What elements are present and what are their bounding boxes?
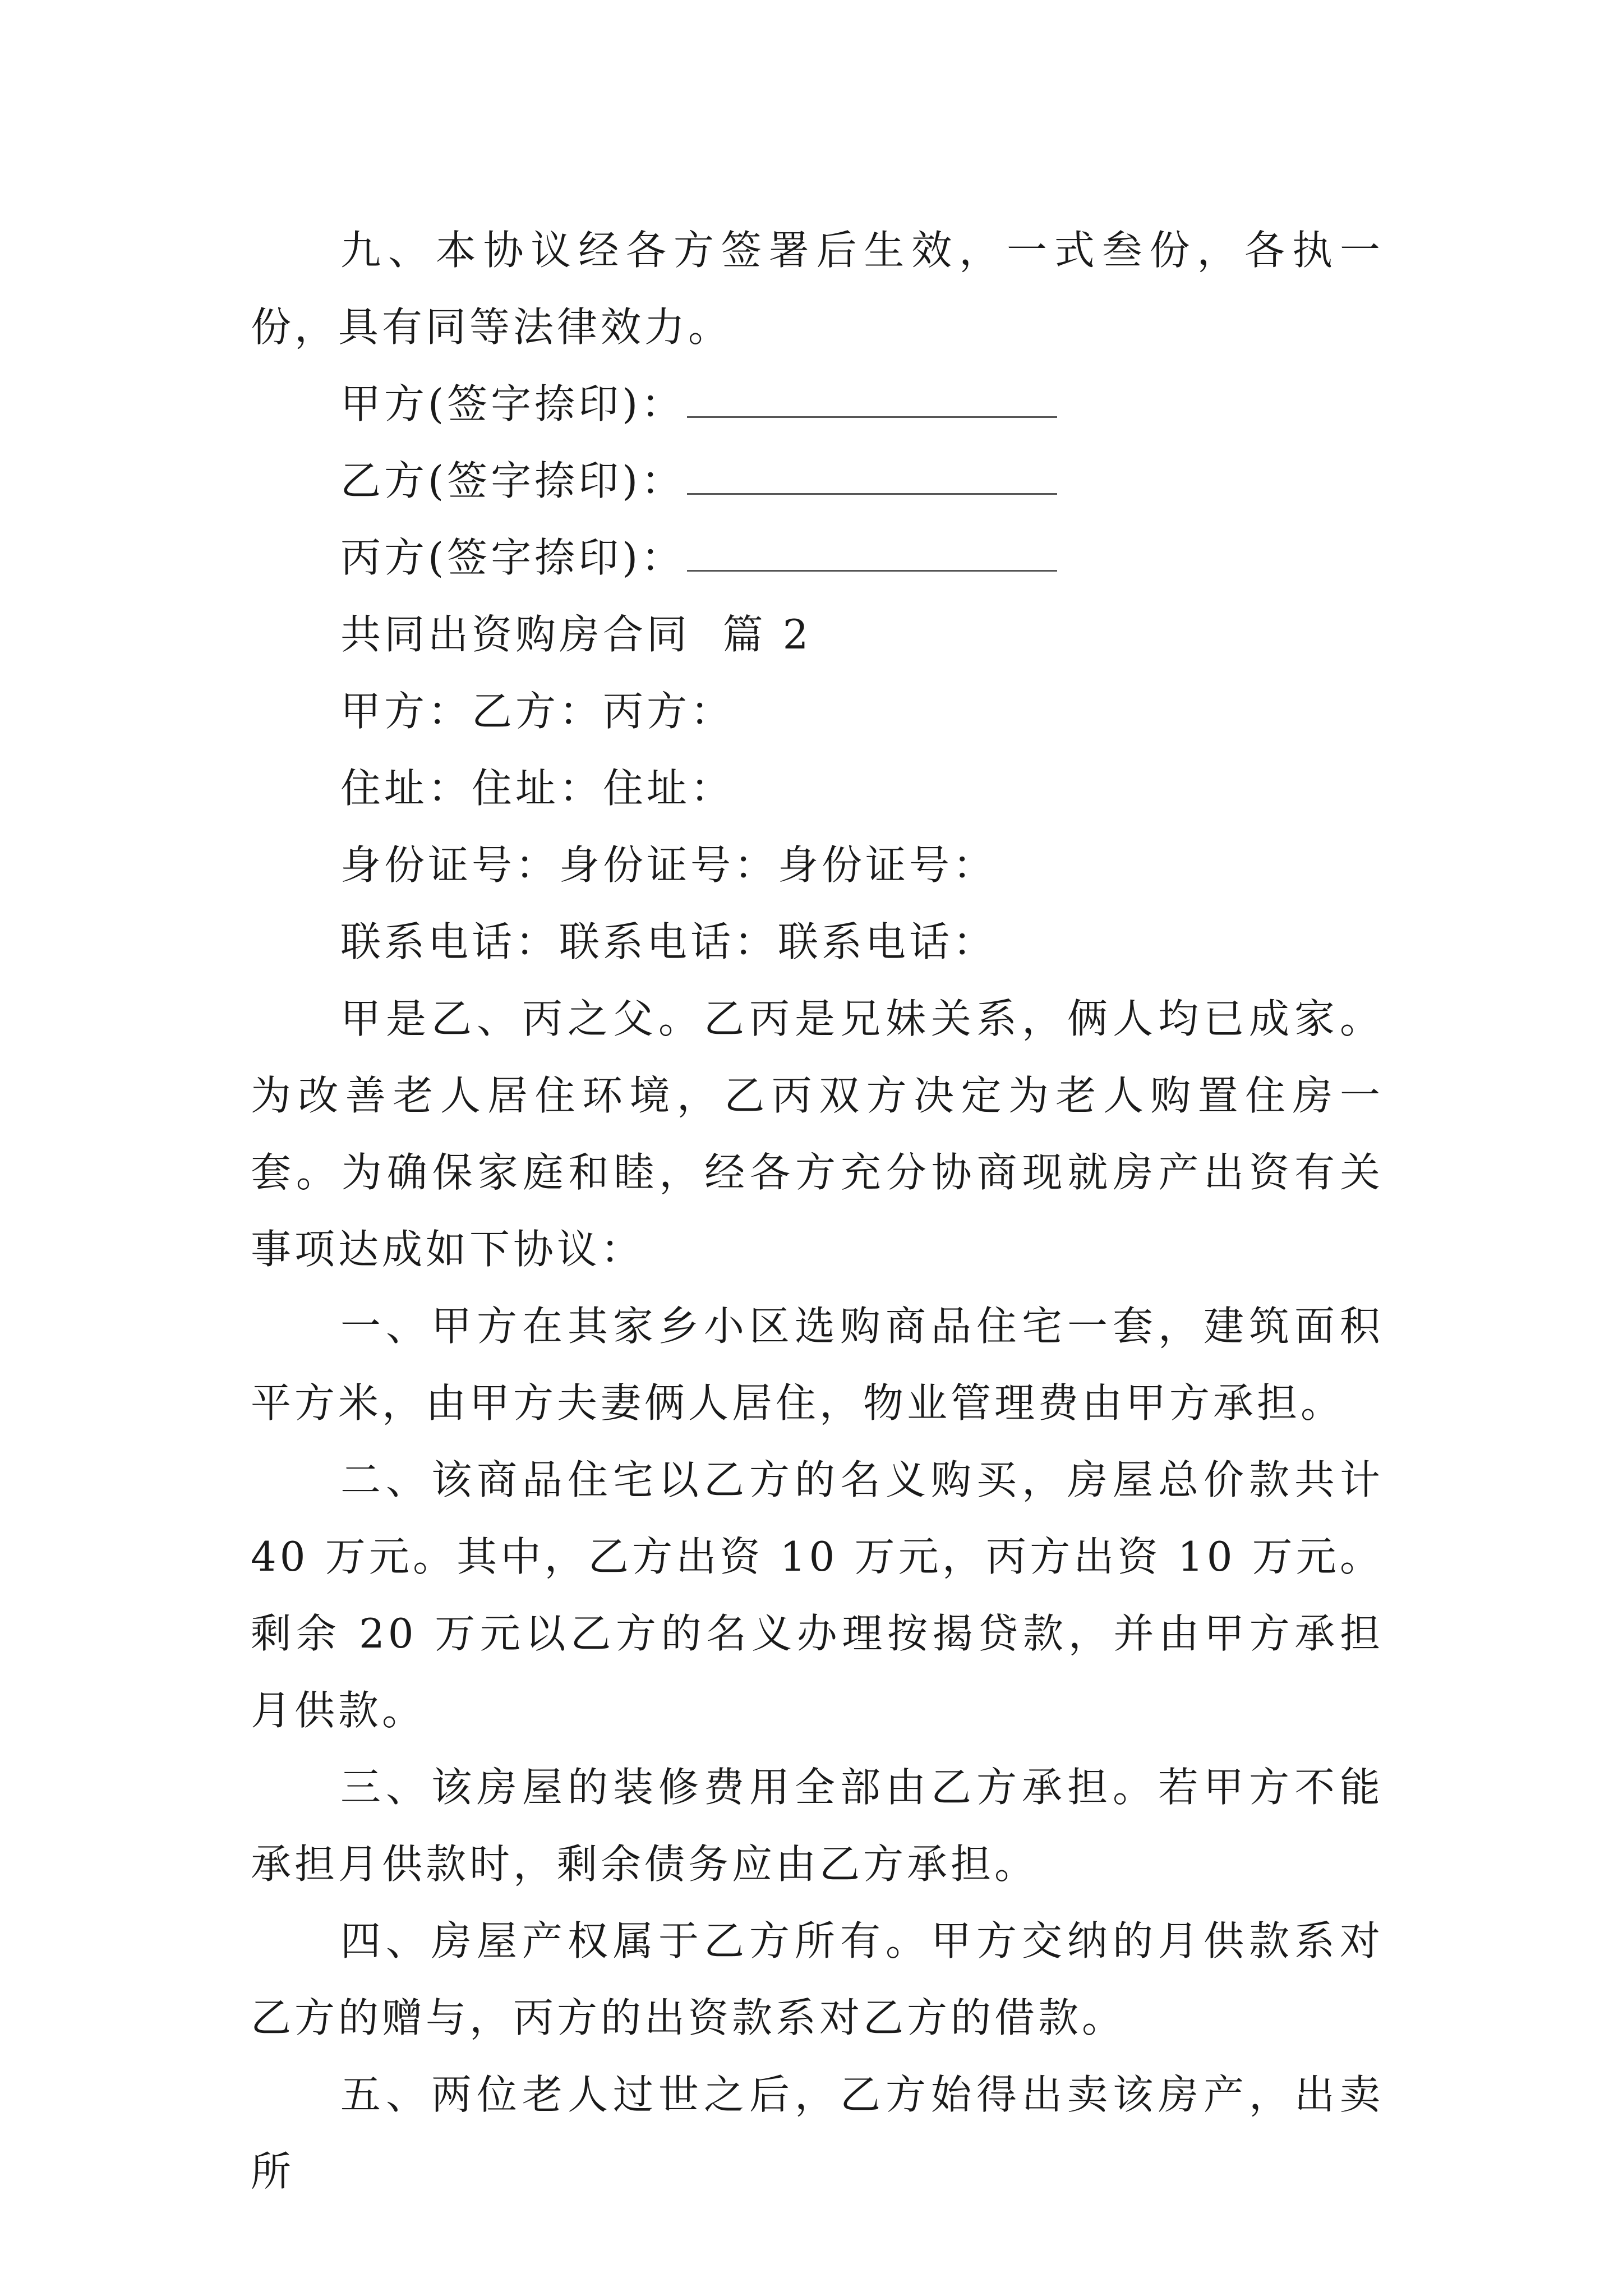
signature-blank [687,383,1057,418]
signature-line-party-b [251,443,1384,519]
party-address-line: 住址：住址：住址： [340,765,735,812]
clause-one: 一、甲方在其家乡小区选购商品住宅一套，建筑面积平方米，由甲方夫妻俩人居住，物业管理费由甲方承担。 [251,1303,1384,1427]
signature-label: 甲方(签字捺印)： [340,380,685,427]
party-phone-line: 联系电话：联系电话：联系电话： [340,918,997,965]
signature-label: 乙方(签字捺印)： [340,457,685,504]
clause-four: 四、房屋产权属于乙方所有。甲方交纳的月供款系对乙方的赠与，丙方的出资款系对乙方的借款。 [251,1917,1384,2041]
signature-line-party-a [251,366,1384,443]
clause-two: 二、该商品住宅以乙方的名义购买，房屋总价款共计 40 万元。其中，乙方出资 10 万元，丙方出资 10 万元。剩余 20 万元以乙方的名义办理按揭贷款，并由甲方承担月供款。 [251,1456,1384,1734]
clause-three: 三、该房屋的装修费用全部由乙方承担。若甲方不能承担月供款时，剩余债务应由乙方承担。 [251,1764,1384,1888]
section-heading: 共同出资购房合同 篇 2 [340,611,812,658]
signature-line-party-c [251,519,1384,596]
signature-blank [687,536,1057,572]
party-names-line: 甲方：乙方：丙方： [340,688,735,735]
document-content [251,212,1384,2210]
signature-blank [687,459,1057,495]
clause-five: 五、两位老人过世之后，乙方始得出卖该房产，出卖所 [251,2071,1384,2195]
party-id-line: 身份证号：身份证号：身份证号： [340,841,997,889]
signature-label: 丙方(签字捺印)： [340,534,685,581]
preamble-paragraph: 甲是乙、丙之父。乙丙是兄妹关系，俩人均已成家。为改善老人居住环境，乙丙双方决定为老人购置住房一套。为确保家庭和睦，经各方充分协商现就房产出资有关事项达成如下协议： [251,995,1384,1273]
clause-nine: 九、本协议经各方签署后生效，一式叁份，各执一份，具有同等法律效力。 [251,227,1384,351]
